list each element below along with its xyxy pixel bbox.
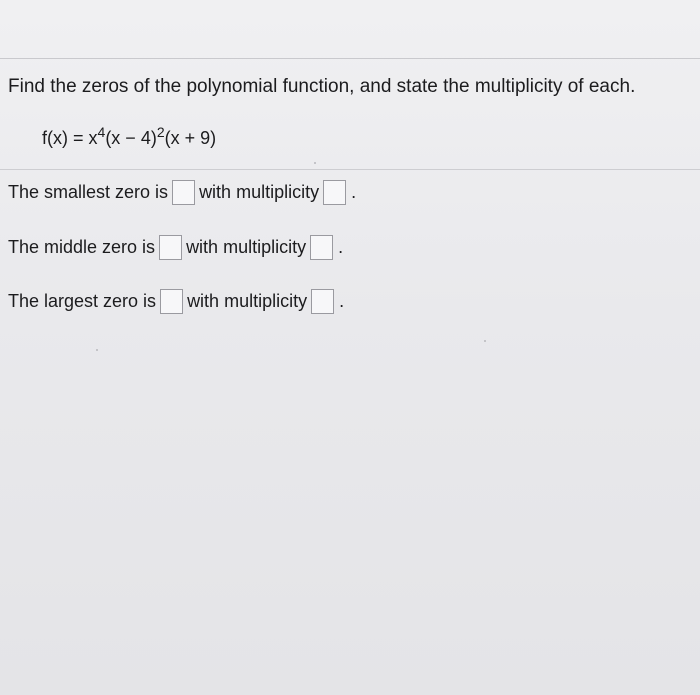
smallest-multiplicity-label: with multiplicity [199,182,320,202]
screen-speck [96,349,98,351]
middle-multiplicity-label: with multiplicity [186,237,307,257]
equation-factor-2: (x − 4) [105,128,157,148]
smallest-zero-input[interactable] [172,180,195,205]
smallest-multiplicity-input[interactable] [323,180,346,205]
equation-exponent-1: 4 [97,124,106,140]
largest-multiplicity-input[interactable] [311,289,334,314]
equation-factor-3: (x + 9) [164,128,217,148]
smallest-zero-row [8,180,356,205]
row-period: . [351,182,357,202]
question-text: Find the zeros of the polynomial function, and state the multiplicity of each. [8,76,636,97]
middle-zero-input[interactable] [159,235,182,260]
middle-multiplicity-input[interactable] [310,235,333,260]
largest-multiplicity-label: with multiplicity [187,291,308,311]
top-divider [0,58,700,59]
equation-lhs: f(x) = x [42,128,98,148]
largest-zero-input[interactable] [160,289,183,314]
row-period: . [339,291,345,311]
row-period: . [338,237,344,257]
equation-exponent-2: 2 [156,124,165,140]
middle-zero-label: The middle zero is [8,237,156,257]
middle-zero-row [8,235,343,260]
section-divider [0,169,700,170]
smallest-zero-label: The smallest zero is [8,182,169,202]
screen-speck [484,340,486,342]
screen-speck [314,162,316,164]
largest-zero-label: The largest zero is [8,291,157,311]
largest-zero-row [8,289,344,314]
polynomial-equation [42,124,217,149]
